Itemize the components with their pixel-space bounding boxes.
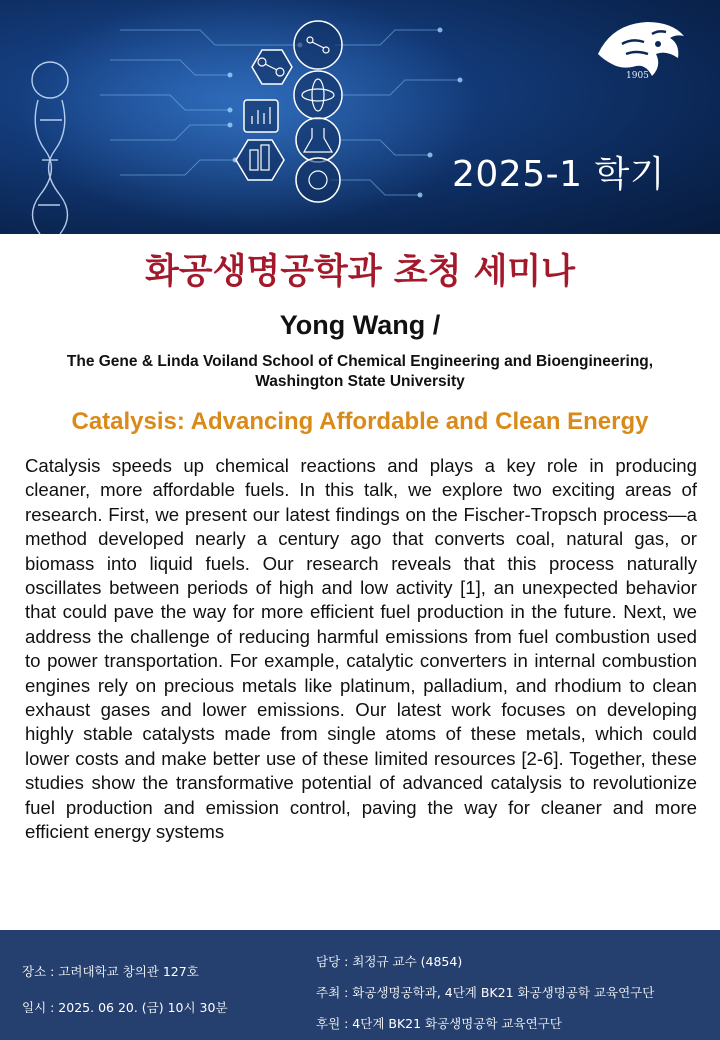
date-info: 일시 : 2025. 06 20. (금) 10시 30분 (22, 1000, 228, 1015)
atom-icon (294, 71, 342, 119)
affiliation-line-2: Washington State University (255, 373, 465, 390)
talk-title: Catalysis: Advancing Affordable and Clean Energy (71, 408, 649, 435)
logo-year: 1905 (626, 71, 649, 81)
flask-icon (296, 118, 340, 162)
place-info: 장소 : 고려대학교 창의관 127호 (22, 964, 199, 979)
seminar-title: 화공생명공학과 초청 세미나 (144, 252, 576, 292)
sponsor-info: 후원 : 4단계 BK21 화공생명공학 교육연구단 (316, 1016, 562, 1031)
footer-info-bar (0, 930, 720, 1040)
host-info: 주최 : 화공생명공학과, 4단계 BK21 화공생명공학 교육연구단 (316, 985, 655, 1000)
gear-icon (296, 158, 340, 202)
header-banner (0, 0, 720, 234)
speaker-affiliation (0, 352, 720, 392)
chart-icon (244, 100, 278, 132)
affiliation-line-1: The Gene & Linda Voiland School of Chemical Engineering and Bioengineering, (66, 353, 654, 370)
contact-info: 담당 : 최정규 교수 (4854) (316, 954, 463, 969)
abstract-text: Catalysis speeds up chemical reactions and plays a key role in producing cleaner, more affordable fuels. In this talk, we explore two exciting areas of research. First, we present our latest findings on the Fischer-Tropsch process—a method developed nearly a century ago that converts coal, natural gas, or biomass into liquid fuels. Our research reveals that this process naturally oscillates between periods of high and low activity [1], an unexpected behavior that could pave the way for more efficient fuel production in the future. Next, we address the challenge of reducing harmful emissions from fuel combustion used to power transportation. For example, catalytic converters in internal combustion engines rely on precious metals like platinum, palladium, and rhodium to clean exhaust gases and lower emissions. Our latest work focuses on developing highly stable catalysts made from single atoms of these metals, which could lower costs and make better use of these limited resources [2-6]. Together, these studies show the transformative potential of advanced catalysis to revolutionize fuel production and emission control, paving the way for cleaner and more efficient energy systems (25, 455, 697, 843)
speaker-name: Yong Wang / (279, 310, 441, 340)
semester-label: 2025-1 학기 (452, 154, 666, 195)
